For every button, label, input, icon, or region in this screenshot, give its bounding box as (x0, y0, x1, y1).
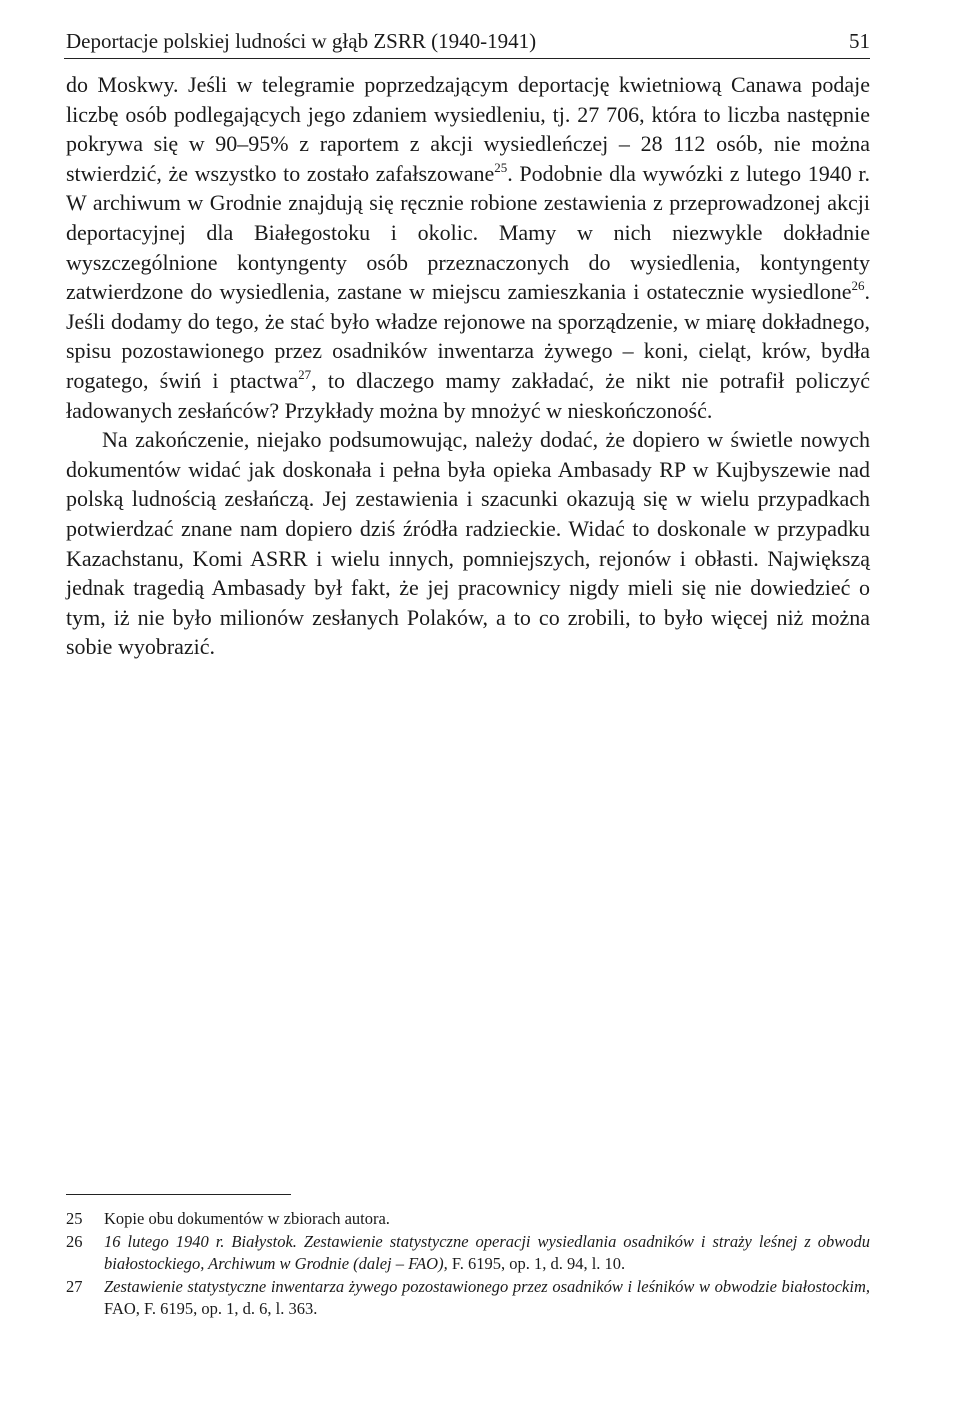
footnote-text: Kopie obu dokumentów w zbiorach autora. (104, 1209, 390, 1228)
footnote-citation: FAO, F. 6195, op. 1, d. 6, l. 363. (104, 1299, 318, 1318)
running-header (66, 28, 870, 54)
footnote-ref-27: 27 (298, 366, 312, 382)
footnote-text (104, 1231, 870, 1275)
paragraph-1-text-a: do Moskwy. Jeśli w telegramie poprzedzającym deportację kwietniową Canawa podaje liczbę osób podlegających jego zdaniem wysiedleniu, tj. 27 706, która to liczba następnie pokrywa się w 90–95% z raportem z akcji wysiedleńczej – 28 112 osób, nie można stwierdzić, że wszystko to zostało zafałszowane (66, 72, 870, 186)
footnote-number: 25 (66, 1209, 83, 1228)
footnote-text (104, 1276, 870, 1320)
footnote-rule (66, 1194, 291, 1195)
footnote-citation: F. 6195, op. 1, d. 94, l. 10. (447, 1254, 626, 1273)
footnote-26 (66, 1231, 870, 1275)
main-text (66, 70, 870, 662)
footnote-number: 26 (66, 1232, 83, 1251)
footnote-italic-text: 16 lutego 1940 r. Białystok. Zestawienie statystyczne operacji wysiedlania osadników i straży leśnej z obwodu białostockiego, Archiwum w Grodnie (dalej – FAO), (104, 1232, 870, 1273)
paragraph-1-text-d: , to dlaczego mamy zakładać, że nikt nie potrafił policzyć ładowanych zesłańców? Przykłady można by mnożyć w nieskończoność. (66, 367, 870, 423)
footnote-italic-text: Zestawienie statystyczne inwentarza żywego pozostawionego przez osadników i leśników w obwodzie białostockim, (104, 1277, 870, 1296)
footnote-27 (66, 1276, 870, 1320)
footnotes (66, 1208, 870, 1321)
header-rule (64, 58, 870, 59)
running-title: Deportacje polskiej ludności w głąb ZSRR (1940-1941) (66, 29, 537, 53)
paragraph-1-text-c: . Jeśli dodamy do tego, że stać było władze rejonowe na sporządzenie, w miarę dokładnego, spisu pozostawionego przez osadników inwentarza żywego – koni, cieląt, krów, bydła rogatego, świń i ptactwa (66, 279, 870, 393)
page-number: 51 (849, 29, 870, 53)
footnote-ref-25: 25 (494, 159, 508, 175)
paragraph-2: Na zakończenie, niejako podsumowując, należy dodać, że dopiero w świetle nowych dokumentów widać jak doskonała i pełna była opieka Ambasady RP w Kujbyszewie nad polską ludnością zesłańczą. Jej zestawienia i szacunki okazują się w wielu przypadkach potwierdzać znane nam dopiero dziś źródła radzieckie. Widać to doskonale w przypadku Kazachstanu, Komi ASRR i wielu innych, pomniejszych, rejonów i obłasti. Największą jednak tragedią Ambasady był fakt, że jej pracownicy nigdy mieli się nie dowiedzieć o tym, iż nie było milionów zesłanych Polaków, a to co zrobili, to było więcej niż można sobie wyobrazić. (66, 427, 870, 660)
footnote-ref-26: 26 (851, 278, 865, 294)
paragraph-1-text-b: . Podobnie dla wywózki z lutego 1940 r. W archiwum w Grodnie znajdują się ręcznie robione zestawienia z przeprowadzonej akcji deportacyjnej dla Białegostoku i okolic. Mamy w nich niezwykle dokładnie wyszczególnione kontyngenty osób przeznaczonych do wysiedlenia, kontyngenty zatwierdzone do wysiedlenia, zastane w miejscu zamieszkania i ostatecznie wysiedlone (66, 160, 870, 305)
footnote-25 (66, 1208, 870, 1230)
footnote-number: 27 (66, 1277, 83, 1296)
paragraph-1 (66, 70, 870, 425)
